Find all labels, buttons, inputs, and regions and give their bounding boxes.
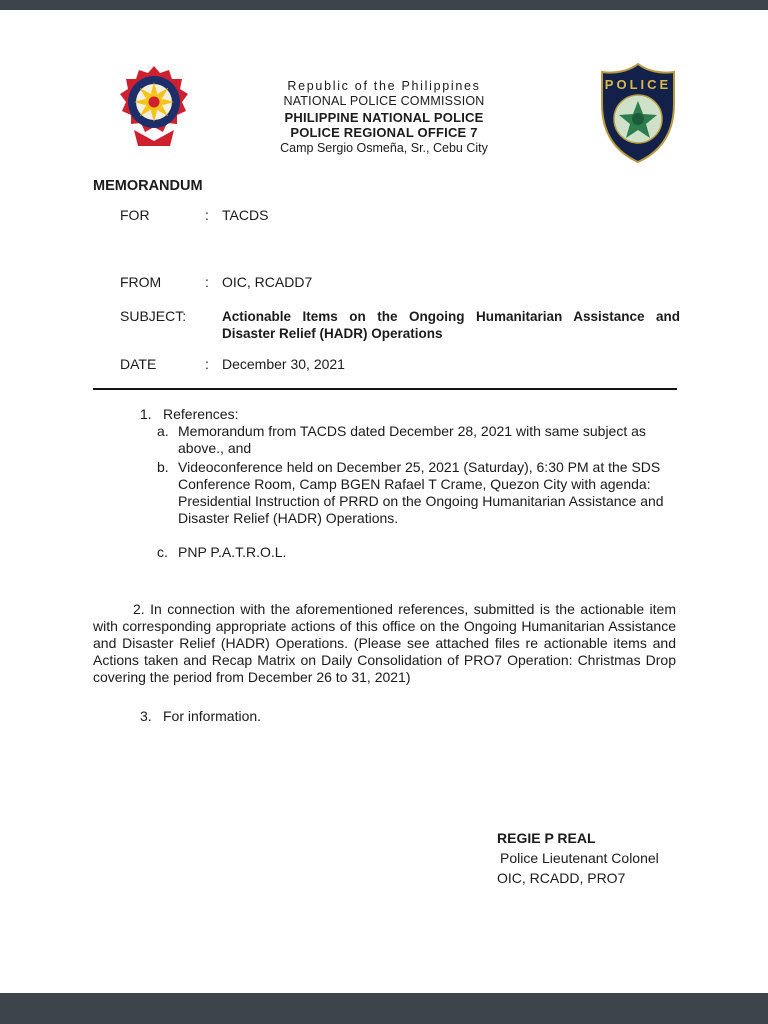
memo-title: MEMORANDUM [93,178,203,194]
list-letter-a: a. [157,423,169,439]
field-label-from: FROM [120,274,162,290]
field-value-for: TACDS [222,207,269,223]
signatory-rank: Police Lieutenant Colonel [500,850,659,866]
letterhead-pnp-line: PHILIPPINE NATIONAL POLICE [284,109,484,125]
field-value-subject: Actionable Items on the Ongoing Humanitarian Assistance and Disaster Relief (HADR) Operations [222,309,680,341]
list-letter-b: b. [157,459,169,475]
signatory-position: OIC, RCADD, PRO7 [497,870,626,886]
police-patch-icon [599,62,677,164]
field-colon: : [205,356,209,372]
body-paragraph-2: 2. In connection with the aforementioned references, submitted is the actionable item with corresponding appropriate actions of this office on the Ongoing Humanitarian Assistance and Disaster Relief (HADR) Operations. (Please see attached files re actionable items and Actions taken and Recap Matrix on Daily Consolidation of PRO7 Operation: Christmas Drop covering the period from December 26 to 31, 2021) [93,601,676,685]
field-label-for: FOR [120,207,150,223]
field-label-subject: SUBJECT: [120,308,187,324]
list-letter-c: c. [157,544,168,560]
letterhead-camp-line: Camp Sergio Osmeña, Sr., Cebu City [280,140,488,155]
list-item-1-text: References: [163,406,239,422]
signatory-name: REGIE P REAL [497,830,596,846]
list-item-b-text: Videoconference held on December 25, 2021 (Saturday), 6:30 PM at the SDS Conference Room, Camp BGEN Rafael T Crame, Quezon City with agenda: Presidential Instruction of PRRD on the Ongoing Humanitarian Assistance and Disaster Relief (HADR) Operations. [178,459,664,526]
list-item-a-text: Memorandum from TACDS dated December 28, 2021 with same subject as above., and [178,423,646,456]
list-item-3-text: For information. [163,708,262,724]
list-number-1: 1. [140,406,152,422]
letterhead-republic-line: Republic of the Philippines [287,79,481,93]
list-number-3: 3. [140,708,152,724]
field-value-date: December 30, 2021 [222,356,345,372]
letterhead-napolcom-line: NATIONAL POLICE COMMISSION [283,94,485,109]
field-value-from: OIC, RCADD7 [222,274,313,290]
header-divider [93,388,677,390]
letterhead-office-line: POLICE REGIONAL OFFICE 7 [290,125,478,141]
field-colon: : [205,274,209,290]
signature-block [497,828,659,888]
list-item-c-text: PNP P.A.T.R.O.L. [178,544,287,560]
field-label-date: DATE [120,356,157,372]
police-patch-text: POLICE [604,77,672,92]
field-colon: : [205,207,209,223]
